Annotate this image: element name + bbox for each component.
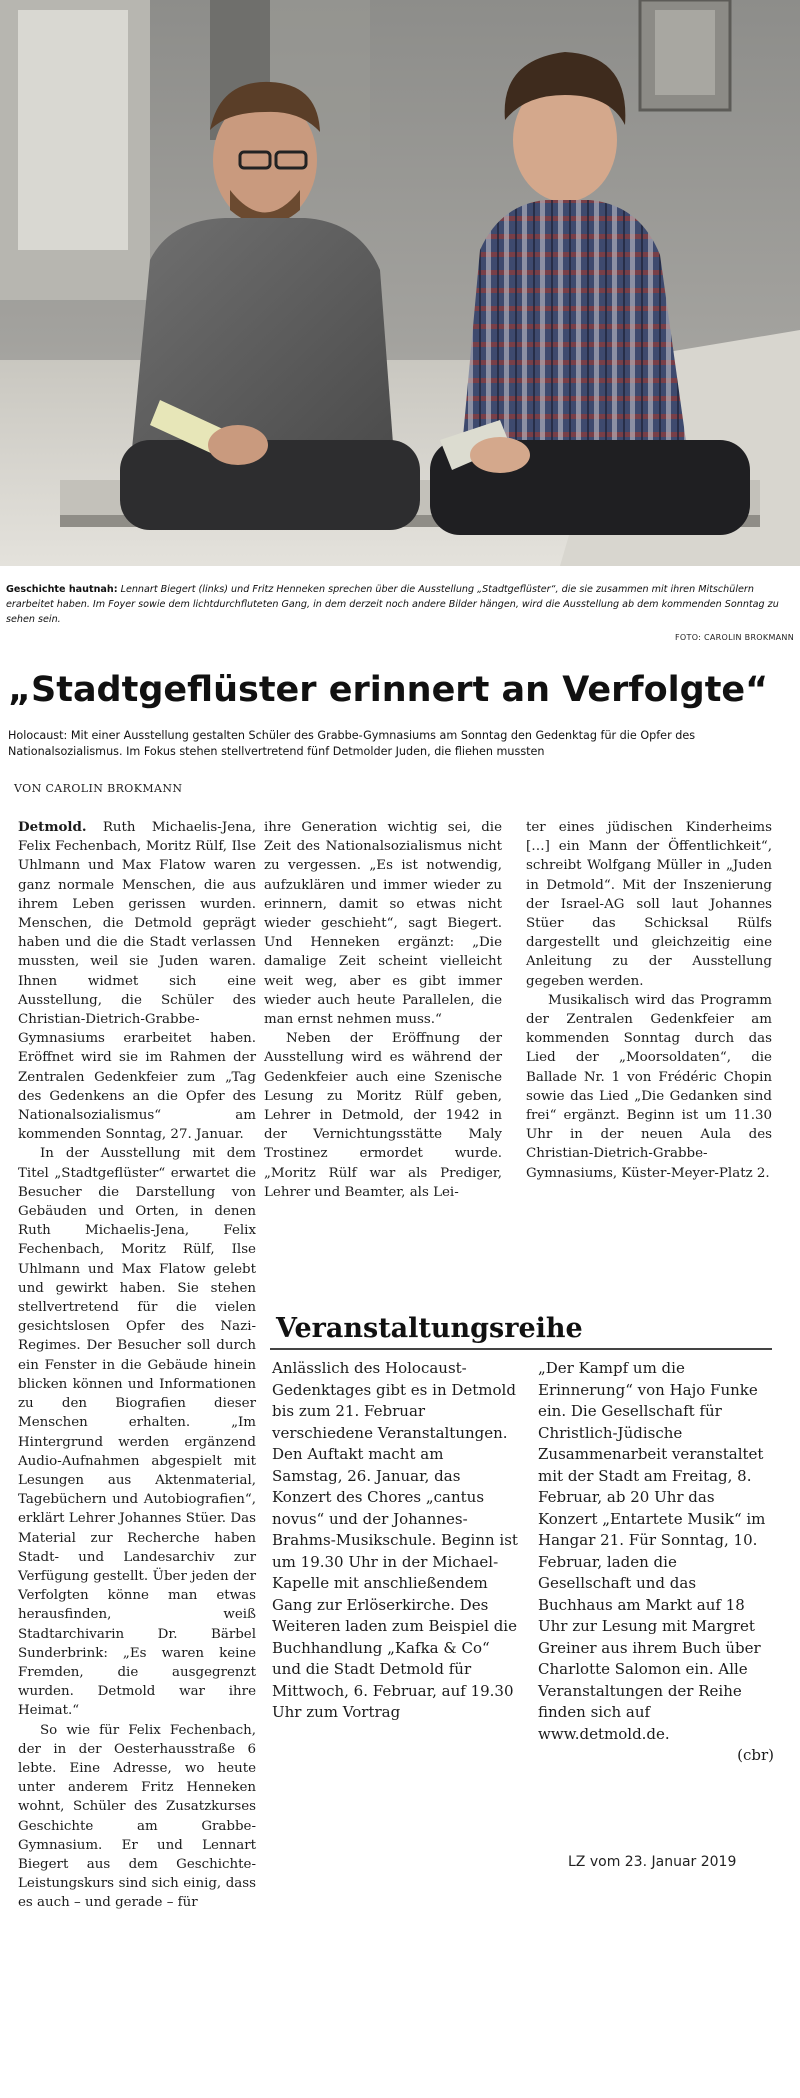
article-paragraph: Neben der Eröffnung der Ausstellung wird es während der Gedenkfeier auch eine Szenische Lesung zu Moritz Rülf geben, Lehrer in Detmold, der 1942 in der Vernichtungsstätte Maly Trostinez ermordet wurde. „Moritz Rülf war als Prediger, Lehrer und Beamter, als Lei- (264, 1031, 502, 1200)
article-photo (0, 0, 800, 566)
article-paragraph: Musikalisch wird das Programm der Zentralen Gedenkfeier am kommenden Sonntag durch das Lied der „Moorsoldaten“, die Ballade Nr. 1 von Frédéric Chopin sowie das Lied „Die Gedanken sind frei“ ergänzt. Beginn ist um 11.30 Uhr in der neuen Aula des Christian-Dietrich-Grabbe-Gymnasiums, Küster-Meyer-Platz 2. (526, 992, 772, 1181)
photo-of-two-students-icon (0, 0, 800, 566)
byline: VON CAROLIN BROKMANN (14, 782, 183, 795)
article-column-1 (18, 818, 256, 1913)
event-box-column-2 (538, 1358, 774, 1767)
article-paragraph: ter eines jüdischen Kinderheims […] ein Mann der Öffentlichkeit“, schreibt Wolfgang Müller in „Juden in Detmold“. Mit der Inszenierung der Israel-AG soll laut Johannes Stüer das Schicksal Rülfs dargestellt und gleichzeitig eine Anleitung zu der Ausstellung gegeben werden. (526, 820, 772, 989)
photo-credit: FOTO: CAROLIN BROKMANN (675, 633, 794, 642)
publication-source: LZ vom 23. Januar 2019 (568, 1854, 737, 1870)
paragraph-text: Ruth Michaelis-Jena, Felix Fechenbach, Moritz Rülf, Ilse Uhlmann und Max Flatow waren ganz normale Menschen, die aus ihrem Leben gerissen wurden. Menschen, die Detmold geprägt haben und die die Stadt verlassen mussten, weil sie Juden waren. Ihnen widmet sich eine Ausstellung, die Schüler des Christian-Dietrich-Grabbe-Gymnasiums erarbeitet haben. Eröffnet wird sie im Rahmen der Zentralen Gedenkfeier zum „Tag des Gedenkens an die Opfer des Nationalsozialismus“ am kommenden Sonntag, 27. Januar. (18, 820, 256, 1143)
article-paragraph: In der Ausstellung mit dem Titel „Stadtgeflüster“ erwartet die Besucher die Darstellung von Gebäuden und Orten, in denen Ruth Michaelis-Jena, Felix Fechenbach, Moritz Rülf, Ilse Uhlmann und Max Flatow gelebt und gewirkt haben. Sie stehen stellvertretend für die vielen gesichtslosen Opfer des Nazi-Regimes. Der Besucher soll durch ein Fenster in die Gebäude hinein blicken können und Informationen zu den Biografien dieser Menschen erhalten. „Im Hintergrund werden ergänzend Audio-Aufnahmen abgespielt mit Lesungen aus Aktenmaterial, Tagebüchern und Autobiografien“, erklärt Lehrer Johannes Stüer. Das Material zur Recherche haben Stadt- und Landesarchiv zur Verfügung gestellt. Über jeden der Verfolgten könne man etwas herausfinden, weiß Stadtarchivarin Dr. Bärbel Sunderbrink: „Es waren keine Fremden, die ausgegrenzt wurden. Detmold war ihre Heimat.“ (18, 1146, 256, 1719)
author-signature: (cbr) (737, 1746, 774, 1764)
event-box-title: Veranstaltungsreihe (276, 1313, 583, 1344)
headline: „Stadtgeflüster erinnert an Verfolgte“ (8, 670, 769, 710)
article-column-3 (526, 818, 772, 1183)
photo-caption (6, 582, 796, 627)
subheadline: Holocaust: Mit einer Ausstellung gestalten Schüler des Grabbe-Gymnasiums am Sonntag den Gedenktag für die Opfer des Nationalsozialismus. Im Fokus stehen stellvertretend fünf Detmolder Juden, die fliehen mussten (8, 729, 696, 758)
caption-lead: Geschichte hautnah: (6, 584, 118, 595)
article-paragraph: ihre Generation wichtig sei, die Zeit des Nationalsozialismus nicht zu vergessen. „Es ist notwendig, aufzuklären und immer wieder zu erinnern, damit so etwas nicht wieder geschieht“, sagt Biegert. Und Henneken ergänzt: „Die damalige Zeit scheint vielleicht weit weg, aber es gibt immer wieder auch heute Parallelen, die man ernst nehmen muss.“ (264, 820, 502, 1028)
event-box-text: „Der Kampf um die Erinnerung“ von Hajo Funke ein. Die Gesellschaft für Christlich-Jüdische Zusammenarbeit veranstaltet mit der Stadt am Freitag, 8. Februar, ab 20 Uhr das Konzert „Entartete Musik“ im Hangar 21. Für Sonntag, 10. Februar, laden die Gesellschaft und das Buchhaus am Markt auf 18 Uhr zur Lesung mit Margret Greiner aus ihrem Buch über Charlotte Salomon ein. Alle Veranstaltungen der Reihe finden sich auf www.detmold.de. (538, 1359, 766, 1743)
event-box-column-1: Anlässlich des Holocaust-Gedenktages gibt es in Detmold bis zum 21. Februar verschiedene Veranstaltungen. Den Auftakt macht am Samstag, 26. Januar, das Konzert des Chores „cantus novus“ und der Johannes-Brahms-Musikschule. Beginn ist um 19.30 Uhr in der Michael-Kapelle mit anschließendem Gang zur Erlöserkirche. Des Weiteren laden zum Beispiel die Buchhandlung „Kafka & Co“ und die Stadt Detmold für Mittwoch, 6. Februar, auf 19.30 Uhr zum Vortrag (272, 1359, 518, 1721)
article-paragraph: So wie für Felix Fechenbach, der in der Oesterhausstraße 6 lebte. Eine Adresse, wo heute unter anderem Fritz Henneken wohnt, Schüler des Zusatzkurses Geschichte am Grabbe-Gymnasium. Er und Lennart Biegert aus dem Geschichte-Leistungskurs sind sich einig, dass es auch – und gerade – für (18, 1722, 256, 1911)
article-paragraph (18, 818, 256, 1144)
caption-text: Lennart Biegert (links) und Fritz Henneken sprechen über die Ausstellung „Stadtgeflüster“, die sie zusammen mit ihren Mitschülern erarbeitet haben. Im Foyer sowie dem lichtdurchfluteten Gang, in dem derzeit noch andere Bilder hängen, wird die Ausstellung ab dem kommenden Sonntag zu sehen sein. (6, 584, 779, 625)
article-column-2 (264, 818, 502, 1202)
event-box-divider (270, 1348, 772, 1350)
dateline: Detmold. (18, 819, 87, 835)
